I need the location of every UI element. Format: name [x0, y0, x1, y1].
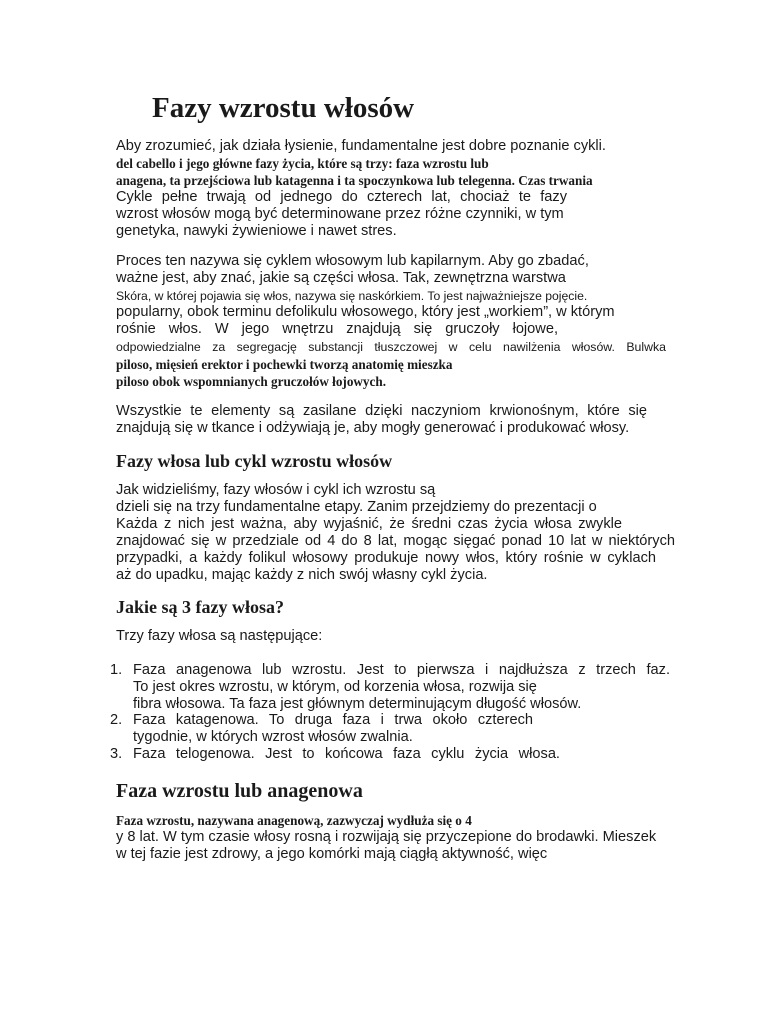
para3-line-1: Wszystkie te elementy są zasilane dzięki naczyniom krwionośnym, które się: [116, 403, 647, 419]
section-heading-three-phases: Jakie są 3 fazy włosa?: [116, 597, 284, 617]
para2-line-2: ważne jest, aby znać, jakie są części włosa. Tak, zewnętrzna warstwa: [116, 270, 566, 286]
list-item-2-line-2: tygodnie, w których wzrost włosów zwalnia.: [133, 729, 413, 745]
section1-line-4: znajdować się w przedziale od 4 do 8 lat, mogąc sięgać ponad 10 lat w niektórych: [116, 533, 675, 549]
section1-line-6: aż do upadku, mając każdy z nich swój własny cykl życia.: [116, 567, 488, 583]
para2-line-8: piloso obok wspomnianych gruczołów łojowych.: [116, 374, 387, 389]
intro-line-6: genetyka, nawyki żywieniowe i nawet stres.: [116, 223, 397, 239]
para2-line-5: rośnie włos. W jego wnętrzu znajdują się gruczoły łojowe,: [116, 321, 558, 337]
para2-line-6: odpowiedzialne za segregację substancji tłuszczowej w celu nawilżenia włosów. Bulwka: [116, 340, 666, 354]
list-number-2: 2.: [110, 712, 123, 728]
list-item-1-line-2: To jest okres wzrostu, w którym, od korzenia włosa, rozwija się: [133, 679, 537, 695]
list-number-1: 1.: [110, 662, 123, 678]
list-item-3-line-1: Faza telogenowa. Jest to końcowa faza cyklu życia włosa.: [133, 746, 560, 762]
para3-line-2: znajdują się w tkance i odżywiają je, aby mogły generować i produkować włosy.: [116, 420, 630, 436]
intro-line-2: del cabello i jego główne fazy życia, które są trzy: faza wzrostu lub: [116, 156, 489, 171]
list-number-3: 3.: [110, 746, 123, 762]
section-heading-anagen: Faza wzrostu lub anagenowa: [116, 780, 363, 802]
list-item-1-line-3: fibra włosowa. Ta faza jest głównym determinującym długość włosów.: [133, 696, 582, 712]
section1-line-3: Każda z nich jest ważna, aby wyjaśnić, że średni czas życia włosa zwykle: [116, 516, 622, 532]
para2-line-1: Proces ten nazywa się cyklem włosowym lub kapilarnym. Aby go zbadać,: [116, 253, 589, 269]
section3-line-1: Faza wzrostu, nazywana anagenową, zazwyczaj wydłuża się o 4: [116, 813, 472, 828]
section-heading-cycle: Fazy włosa lub cykl wzrostu włosów: [116, 451, 393, 471]
section1-line-5: przypadki, a każdy folikul włosowy produkuje nowy włos, który rośnie w cyklach: [116, 550, 656, 566]
list-item-1-line-1: Faza anagenowa lub wzrostu. Jest to pierwsza i najdłuższa z trzech faz.: [133, 662, 670, 678]
para2-line-4: popularny, obok terminu defolikulu włosowego, który jest „workiem”, w którym: [116, 304, 615, 320]
section1-line-2: dzieli się na trzy fundamentalne etapy. Zanim przejdziemy do prezentacji o: [116, 499, 597, 515]
intro-line-3: anagena, ta przejściowa lub katagenna i ta spoczynkowa lub telegenna. Czas trwania: [116, 173, 593, 188]
section2-intro: Trzy fazy włosa są następujące:: [116, 628, 323, 644]
para2-line-3: Skóra, w której pojawia się włos, nazywa się naskórkiem. To jest najważniejsze pojęcie.: [116, 289, 588, 303]
section3-line-3: w tej fazie jest zdrowy, a jego komórki mają ciągłą aktywność, więc: [116, 846, 548, 862]
page-title: Fazy wzrostu włosów: [152, 92, 415, 124]
list-item-2-line-1: Faza katagenowa. To druga faza i trwa około czterech: [133, 712, 533, 728]
para2-line-7: piloso, mięsień erektor i pochewki tworzą anatomię mieszka: [116, 357, 453, 372]
intro-line-5: wzrost włosów mogą być determinowane przez różne czynniki, w tym: [116, 206, 564, 222]
section3-line-2: y 8 lat. W tym czasie włosy rosną i rozwijają się przyczepione do brodawki. Mieszek: [116, 829, 657, 845]
intro-line-1: Aby zrozumieć, jak działa łysienie, fundamentalne jest dobre poznanie cykli.: [116, 138, 606, 154]
intro-line-4: Cykle pełne trwają od jednego do czterech lat, chociaż te fazy: [116, 189, 567, 205]
section1-line-1: Jak widzieliśmy, fazy włosów i cykl ich wzrostu są: [116, 482, 436, 498]
